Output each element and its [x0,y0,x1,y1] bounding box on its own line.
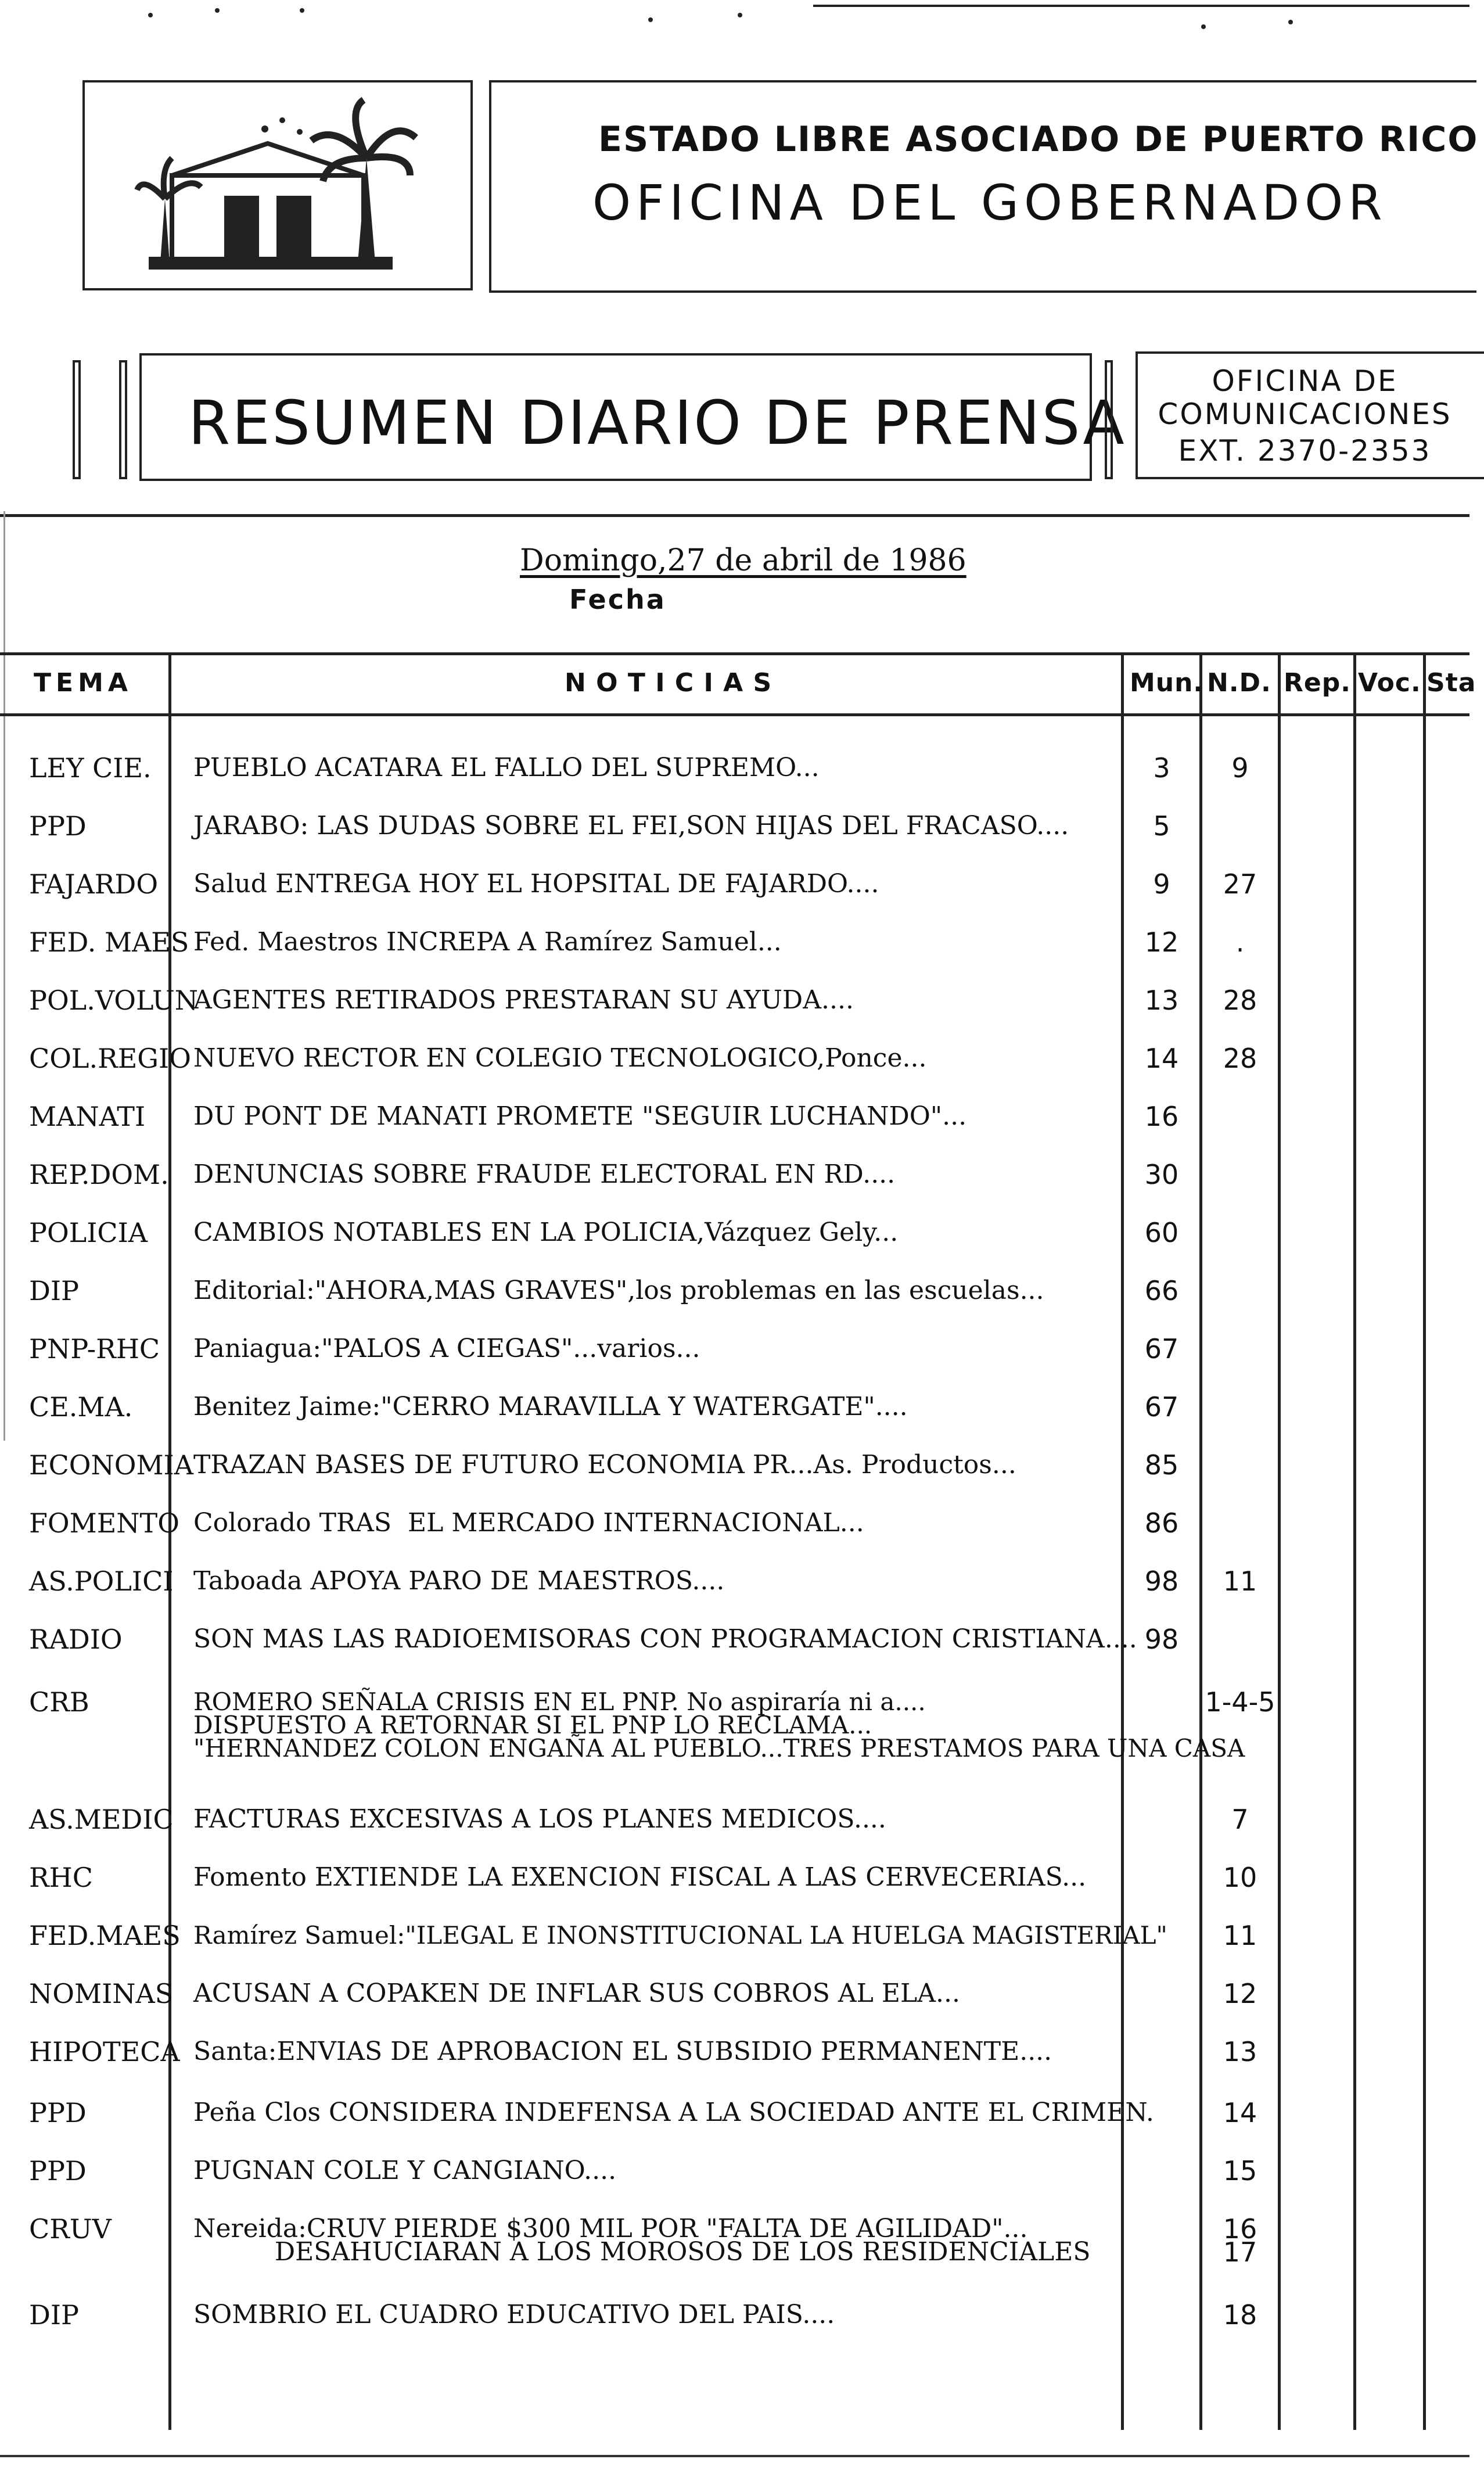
row-mun-page: 9 [1153,868,1170,900]
row-headline: Taboada APOYA PARO DE MAESTROS.... [193,1566,725,1596]
scan-speck [738,13,742,17]
page-bottom-rule [0,2455,1469,2457]
row-topic: NOMINAS [29,1978,174,2009]
row-headline: Paniagua:"PALOS A CIEGAS"...varios... [193,1334,700,1363]
row-topic: HIPOTECA [29,2036,180,2067]
comm-extension-label: EXT. 2370-2353 [1178,434,1432,468]
row-headline: JARABO: LAS DUDAS SOBRE EL FEI,SON HIJAS DEL FRACASO.... [193,811,1069,841]
row-nd-page: 28 [1223,1043,1257,1074]
row-nd-page: 28 [1223,985,1257,1016]
row-nd-page: 27 [1223,868,1257,900]
row-headline: Santa:ENVIAS DE APROBACION EL SUBSIDIO PERMANENTE.... [193,2037,1052,2066]
row-topic: AS.POLICI [29,1566,174,1597]
scan-speck [215,8,220,13]
scan-speck [148,13,153,17]
row-mun-page: 14 [1144,1043,1179,1074]
row-headline: Benitez Jaime:"CERRO MARAVILLA Y WATERGATE".... [193,1392,908,1421]
banner-box [139,353,1126,481]
column-header-noticias: N O T I C I A S [565,668,772,698]
row-topic: FOMENTO [29,1507,179,1539]
row-topic: CE.MA. [29,1391,133,1423]
comm-department-label: COMUNICACIONES [1158,397,1452,431]
row-nd-page: 14 [1223,2097,1257,2128]
column-divider [1278,652,1281,2430]
row-mun-page: 66 [1144,1275,1179,1306]
row-topic: CRUV [29,2213,112,2245]
row-headline: DU PONT DE MANATI PROMETE "SEGUIR LUCHANDO"... [193,1101,967,1131]
column-header-tema: TEMA [34,668,132,698]
row-headline: CAMBIOS NOTABLES EN LA POLICIA,Vázquez Gely... [193,1218,899,1247]
row-topic: DIP [29,1275,80,1306]
row-topic: FED. MAES [29,927,189,958]
row-topic: ECONOMIA [29,1449,193,1481]
scan-speck [1288,20,1293,24]
row-nd-page: 7 [1231,1804,1249,1835]
scan-speck [300,8,304,13]
row-mun-page: 13 [1144,985,1179,1016]
row-headline: Fomento EXTIENDE LA EXENCION FISCAL A LAS CERVECERIAS... [193,1862,1087,1892]
column-header-mun: Mun. [1130,668,1204,698]
row-headline: SON MAS LAS RADIOEMISORAS CON PROGRAMACION CRISTIANA.... [193,1624,1137,1654]
row-headline: Peña Clos CONSIDERA INDEFENSA A LA SOCIEDAD ANTE EL CRIMEN. [193,2098,1154,2127]
row-topic: RADIO [29,1624,123,1655]
column-divider [168,652,171,2430]
row-nd-page: 12 [1223,1978,1257,2009]
row-topic: COL.REGIO [29,1043,191,1074]
row-headline: FACTURAS EXCESIVAS A LOS PLANES MEDICOS.... [193,1804,886,1834]
scan-speck [648,17,653,22]
row-headline: AGENTES RETIRADOS PRESTARAN SU AYUDA.... [193,985,854,1015]
row-headline: Salud ENTREGA HOY EL HOPSITAL DE FAJARDO.... [193,869,879,899]
row-topic: LEY CIE. [29,752,152,784]
row-headline: Editorial:"AHORA,MAS GRAVES",los problemas en las escuelas... [193,1276,1044,1305]
row-topic: FED.MAES [29,1920,181,1951]
top-edge-line [813,5,1469,7]
row-mun-page: 98 [1144,1624,1179,1655]
row-nd-page: 18 [1223,2299,1257,2331]
row-topic: CRB [29,1686,89,1718]
scan-speck [1201,24,1206,29]
table-top-rule [0,652,1469,655]
row-headline: NUEVO RECTOR EN COLEGIO TECNOLOGICO,Ponce... [193,1043,927,1073]
column-divider [1423,652,1426,2430]
banner-bar-left [119,360,127,479]
row-topic: PPD [29,810,87,842]
header-divider [0,514,1469,517]
row-mun-page: 16 [1144,1101,1179,1132]
report-date: Domingo,27 de abril de 1986 [520,543,966,578]
communications-box [1136,351,1484,479]
row-headline: ROMERO SEÑALA CRISIS EN EL PNP. No aspiraría ni a.... DISPUESTO A RETORNAR SI EL PNP LO RECLAMA... "HERNANDEZ COLON ENGAÑA AL PUEBLO...TRES PRESTAMOS PARA UNA CASA [193,1688,1245,1762]
row-headline: TRAZAN BASES DE FUTURO ECONOMIA PR...As. Productos... [193,1450,1016,1480]
row-mun-page: 86 [1144,1507,1179,1539]
office-name: OFICINA DEL GOBERNADOR [592,174,1388,231]
page-edge [3,511,5,1441]
row-nd-page: 9 [1231,752,1249,784]
logo-frame [82,80,473,290]
row-topic: FAJARDO [29,868,159,900]
row-nd-page: 11 [1223,1920,1257,1951]
banner-bar-left [73,360,81,479]
row-topic: MANATI [29,1101,146,1132]
row-headline: SOMBRIO EL CUADRO EDUCATIVO DEL PAIS.... [193,2300,835,2329]
row-headline: ACUSAN A COPAKEN DE INFLAR SUS COBROS AL ELA... [193,1979,960,2008]
row-nd-page: 13 [1223,2036,1257,2067]
row-mun-page: 85 [1144,1449,1179,1481]
row-nd-page: 1-4-5 [1205,1686,1275,1718]
row-topic: PNP-RHC [29,1333,160,1365]
row-nd-page: 10 [1223,1862,1257,1893]
state-name: ESTADO LIBRE ASOCIADO DE PUERTO RICO [598,119,1479,160]
row-mun-page: 60 [1144,1217,1179,1248]
row-headline: Fed. Maestros INCREPA A Ramírez Samuel... [193,927,782,957]
column-header-nd: N.D. [1207,668,1271,698]
column-header-rep: Rep. [1284,668,1351,698]
column-divider [1121,652,1124,2430]
row-headline: Colorado TRAS EL MERCADO INTERNACIONAL... [193,1508,864,1538]
fortaleza-logo-icon [137,88,427,286]
row-topic: POL.VOLUN [29,985,199,1016]
row-mun-page: 3 [1153,752,1170,784]
row-nd-page: . [1235,927,1245,958]
column-divider [1353,652,1356,2430]
row-mun-page: 5 [1153,810,1170,842]
row-headline: PUGNAN COLE Y CANGIANO.... [193,2156,617,2185]
row-topic: AS.MEDIC [29,1804,174,1835]
row-nd-page: 15 [1223,2155,1257,2187]
row-nd-page: 11 [1223,1566,1257,1597]
row-mun-page: 67 [1144,1333,1179,1365]
column-header-voc: Voc. [1358,668,1421,698]
row-topic: RHC [29,1862,93,1893]
row-headline: Ramírez Samuel:"ILEGAL E INONSTITUCIONAL LA HUELGA MAGISTERIAL" [193,1921,1167,1950]
date-label: Fecha [569,584,666,615]
row-mun-page: 67 [1144,1391,1179,1423]
row-headline: DENUNCIAS SOBRE FRAUDE ELECTORAL EN RD.... [193,1159,896,1189]
row-topic: PPD [29,2097,87,2128]
table-header-rule [0,713,1469,716]
banner-title: RESUMEN DIARIO DE PRENSA [188,387,1126,458]
banner-bar-right [1105,360,1113,479]
comm-office-label: OFICINA DE [1212,364,1398,398]
row-topic: POLICIA [29,1217,148,1248]
row-topic: REP.DOM. [29,1159,169,1190]
row-topic: DIP [29,2299,80,2331]
row-mun-page: 98 [1144,1566,1179,1597]
row-topic: PPD [29,2155,87,2187]
row-headline: PUEBLO ACATARA EL FALLO DEL SUPREMO... [193,753,820,782]
row-mun-page: 12 [1144,927,1179,958]
row-nd-page: 16 17 [1223,2213,1257,2268]
row-mun-page: 30 [1144,1159,1179,1190]
column-header-sta: Sta [1426,668,1476,698]
row-headline: Nereida:CRUV PIERDE $300 MIL POR "FALTA DE AGILIDAD"... DESAHUCIARAN A LOS MOROSOS DE LOS RESIDENCIALES [193,2214,1091,2267]
